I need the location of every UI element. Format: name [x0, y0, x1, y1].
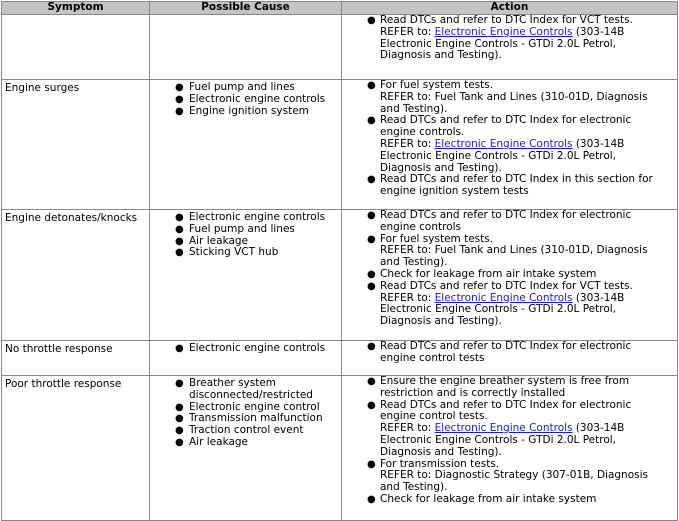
action-item: [342, 15, 674, 62]
cause-list: [150, 343, 341, 355]
cause-text: Air leakage: [189, 435, 249, 448]
refer-tail-line: Electronic Engine Controls - GTDi 2.0L Petrol,: [380, 149, 617, 162]
bullet-icon: ●: [175, 247, 184, 259]
action-text-line: Read DTCs and refer to DTC Index for VCT tests.: [380, 14, 633, 26]
action-list: [342, 376, 677, 506]
action-item: [342, 174, 674, 198]
action-text-line: engine control tests: [380, 351, 485, 364]
action-text-line: Read DTCs and refer to DTC Index for VCT tests.: [380, 279, 633, 292]
action-cell: [342, 80, 678, 210]
bullet-icon: ●: [367, 15, 376, 26]
action-item: [342, 400, 674, 459]
bullet-icon: ●: [367, 174, 376, 186]
cause-list: [150, 212, 341, 259]
refer-tail-line: Electronic Engine Controls - GTDi 2.0L Petrol,: [380, 303, 617, 316]
action-text-line: Check for leakage from air intake system: [380, 267, 597, 280]
cause-list: [150, 378, 341, 449]
refer-prefix: REFER to:: [380, 422, 435, 435]
cause-text: Traction control event: [189, 424, 304, 437]
cause-text: Electronic engine control: [189, 400, 320, 413]
cause-text: Electronic engine controls: [189, 211, 326, 223]
action-item: [342, 459, 674, 494]
symptom-cell: Engine surges: [2, 80, 150, 210]
action-text-line: For fuel system tests.: [380, 79, 494, 91]
action-item: [342, 80, 674, 115]
cause-item: [150, 437, 341, 449]
refer-line: [380, 27, 674, 39]
bullet-icon: ●: [367, 341, 376, 352]
bullet-icon: ●: [175, 212, 184, 223]
cause-text: Transmission malfunction: [189, 412, 323, 425]
action-item: [342, 341, 674, 365]
action-text-line: and Testing).: [380, 481, 448, 494]
bullet-icon: ●: [175, 425, 184, 437]
bullet-icon: ●: [367, 376, 376, 387]
cause-text: Air leakage: [189, 234, 249, 247]
action-item: [342, 115, 674, 174]
bullet-icon: ●: [175, 105, 184, 117]
table-row: [2, 376, 678, 521]
bullet-icon: ●: [367, 280, 376, 292]
refer-suffix: (303-14B: [572, 422, 625, 435]
bullet-icon: ●: [367, 115, 376, 127]
action-text-line: Read DTCs and refer to DTC Index in this section for: [380, 173, 653, 186]
refer-suffix: (303-14B: [572, 137, 625, 150]
refer-prefix: REFER to:: [380, 137, 435, 150]
action-text-line: and Testing).: [380, 256, 448, 269]
action-text-line: engine controls: [380, 220, 462, 233]
action-text-line: REFER to: Fuel Tank and Lines (310-01D, Diagnosis: [380, 244, 648, 257]
action-cell: [342, 376, 678, 521]
action-text-line: Read DTCs and refer to DTC Index for electronic: [380, 209, 632, 221]
table-body: [2, 15, 678, 521]
refer-tail-line: Diagnosis and Testing).: [380, 315, 502, 328]
cause-text: Electronic engine controls: [189, 342, 326, 354]
table-row: [2, 341, 678, 376]
action-text-line: REFER to: Fuel Tank and Lines (310-01D, Diagnosis: [380, 90, 648, 103]
action-cell: [342, 210, 678, 341]
refer-line: [380, 139, 674, 151]
cause-text: Engine ignition system: [189, 104, 309, 117]
cause-item: [150, 247, 341, 259]
cause-text: Sticking VCT hub: [189, 246, 279, 259]
header-row: [2, 2, 678, 15]
action-list: [342, 80, 677, 198]
symptom-cell: Poor throttle response: [2, 376, 150, 521]
action-text-line: Ensure the engine breather system is free from: [380, 375, 630, 387]
refer-tail-line: Electronic Engine Controls - GTDi 2.0L Petrol,: [380, 37, 617, 50]
action-list: [342, 210, 677, 328]
action-item: [342, 210, 674, 234]
action-text-line: engine controls.: [380, 126, 465, 139]
action-text-line: Read DTCs and refer to DTC Index for electronic: [380, 114, 632, 127]
action-cell: [342, 15, 678, 80]
action-item: [342, 269, 674, 281]
possible-cause-cell: [150, 210, 342, 341]
refer-tail-line: Diagnosis and Testing).: [380, 445, 502, 458]
cause-list: [150, 82, 341, 117]
action-text-line: engine ignition system tests: [380, 185, 529, 198]
action-item: [342, 376, 674, 400]
action-list: [342, 341, 677, 365]
table-row: [2, 15, 678, 80]
action-cell: [342, 341, 678, 376]
cause-text: Fuel pump and lines: [189, 81, 295, 93]
bullet-icon: ●: [175, 343, 184, 354]
action-list: [342, 15, 677, 62]
cause-text: Fuel pump and lines: [189, 222, 295, 235]
table-row: [2, 80, 678, 210]
refer-tail-line: Diagnosis and Testing).: [380, 161, 502, 174]
bullet-icon: ●: [367, 399, 376, 411]
bullet-icon: ●: [175, 223, 184, 235]
bullet-icon: ●: [367, 233, 376, 245]
refer-tail-line: Electronic Engine Controls - GTDi 2.0L Petrol,: [380, 433, 617, 446]
bullet-icon: ●: [175, 378, 184, 389]
bullet-icon: ●: [367, 268, 376, 280]
refer-prefix: REFER to:: [380, 25, 435, 38]
refer-tail-line: Diagnosis and Testing).: [380, 49, 502, 62]
cause-item: [150, 378, 341, 402]
possible-cause-cell: [150, 15, 342, 80]
bullet-icon: ●: [367, 210, 376, 221]
electronic-engine-controls-link[interactable]: Electronic Engine Controls: [434, 25, 573, 38]
header-possible-cause: Possible Cause: [150, 2, 342, 15]
electronic-engine-controls-link[interactable]: Electronic Engine Controls: [434, 422, 573, 435]
refer-prefix: REFER to:: [380, 291, 435, 304]
cause-text: Electronic engine controls: [189, 92, 326, 105]
electronic-engine-controls-link[interactable]: Electronic Engine Controls: [434, 291, 573, 304]
bullet-icon: ●: [367, 458, 376, 470]
action-text-line: Check for leakage from air intake system: [380, 492, 597, 505]
symptom-cell: No throttle response: [2, 341, 150, 376]
bullet-icon: ●: [175, 93, 184, 105]
bullet-icon: ●: [175, 82, 184, 93]
action-text-line: engine control tests.: [380, 410, 488, 423]
possible-cause-cell: [150, 341, 342, 376]
refer-suffix: (303-14B: [572, 291, 625, 304]
action-item: [342, 281, 674, 328]
electronic-engine-controls-link[interactable]: Electronic Engine Controls: [434, 137, 573, 150]
action-text-line: Read DTCs and refer to DTC Index for electronic: [380, 340, 632, 352]
action-text-line: and Testing).: [380, 102, 448, 115]
bullet-icon: ●: [175, 436, 184, 448]
bullet-icon: ●: [367, 493, 376, 505]
header-symptom: Symptom: [2, 2, 150, 15]
possible-cause-cell: [150, 80, 342, 210]
bullet-icon: ●: [175, 401, 184, 413]
action-text-line: Read DTCs and refer to DTC Index for electronic: [380, 398, 632, 411]
action-item: [342, 494, 674, 506]
cause-item: [150, 106, 341, 118]
bullet-icon: ●: [367, 80, 376, 91]
symptom-cell: Engine detonates/knocks: [2, 210, 150, 341]
symptom-cell: [2, 15, 150, 80]
table-row: [2, 210, 678, 341]
header-action: Action: [342, 2, 678, 15]
possible-cause-cell: [150, 376, 342, 521]
symptom-chart-table: [1, 1, 678, 521]
refer-suffix: (303-14B: [572, 25, 625, 38]
action-item: [342, 234, 674, 269]
cause-item: [150, 343, 341, 355]
action-text-line: For transmission tests.: [380, 457, 500, 470]
action-text-line: For fuel system tests.: [380, 232, 494, 245]
cause-text: Breather system disconnected/restricted: [189, 377, 313, 401]
action-text-line: REFER to: Diagnostic Strategy (307-01B, Diagnosis: [380, 469, 648, 482]
action-text-line: restriction and is correctly installed: [380, 386, 566, 399]
bullet-icon: ●: [175, 235, 184, 247]
bullet-icon: ●: [175, 413, 184, 425]
